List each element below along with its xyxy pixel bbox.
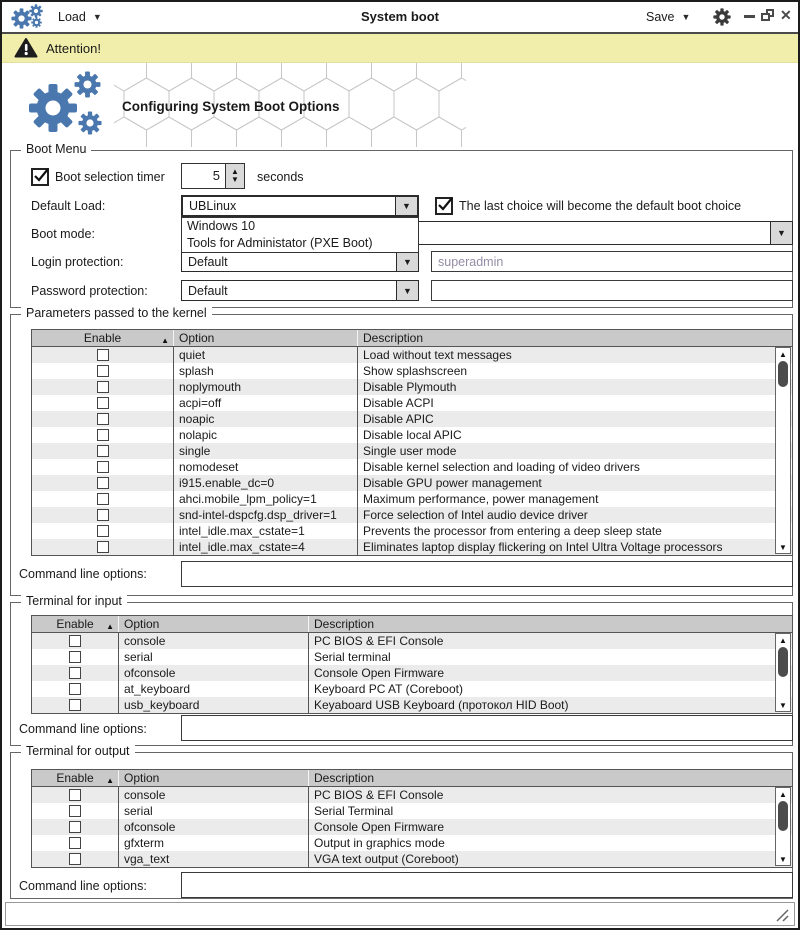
- row-description: Serial terminal: [314, 650, 391, 664]
- scrollbar-thumb[interactable]: [778, 361, 788, 387]
- row-option: serial: [119, 649, 309, 665]
- table-row[interactable]: [32, 819, 792, 835]
- row-description: Disable APIC: [363, 412, 434, 426]
- login-protection-value: Default: [188, 254, 228, 269]
- row-enable-checkbox[interactable]: [97, 493, 109, 505]
- timer-unit-label: seconds: [257, 170, 304, 184]
- row-option: ofconsole: [119, 819, 309, 835]
- spin-up-icon: ▲: [231, 167, 239, 176]
- row-enable-checkbox[interactable]: [69, 853, 81, 865]
- row-option: acpi=off: [174, 395, 358, 411]
- row-enable-checkbox[interactable]: [69, 683, 81, 695]
- chevron-down-icon: ▼: [403, 285, 412, 296]
- boot-timer-label: Boot selection timer: [55, 170, 165, 184]
- row-option: usb_keyboard: [119, 697, 309, 713]
- table-header: [32, 330, 792, 347]
- banner-gears-icon: [26, 71, 112, 137]
- table-row[interactable]: [32, 411, 792, 427]
- login-field[interactable]: [431, 251, 793, 272]
- boot-menu-legend: Boot Menu: [21, 142, 91, 156]
- terminal-output-group: [10, 744, 793, 899]
- login-protection-label: Login protection:: [31, 255, 124, 269]
- terminal-output-cmd-label: Command line options:: [19, 879, 147, 893]
- boot-mode-label: Boot mode:: [31, 227, 95, 241]
- column-header-description[interactable]: Description: [314, 617, 375, 631]
- row-description: Console Open Firmware: [314, 820, 445, 834]
- row-description: Maximum performance, power management: [363, 492, 599, 506]
- column-header-option[interactable]: Option: [119, 616, 309, 632]
- row-enable-checkbox[interactable]: [69, 821, 81, 833]
- table-row[interactable]: [32, 697, 792, 713]
- table-row[interactable]: [32, 347, 792, 363]
- table-body: [32, 347, 792, 555]
- chevron-down-icon: ▼: [681, 12, 691, 22]
- row-option: nomodeset: [174, 459, 358, 475]
- table-row[interactable]: [32, 459, 792, 475]
- row-description: Prevents the processor from entering a deep sleep state: [363, 524, 662, 538]
- header-banner: [2, 63, 798, 147]
- row-option: console: [119, 787, 309, 803]
- chevron-down-icon: ▼: [403, 256, 412, 267]
- terminal-input-legend: Terminal for input: [21, 594, 127, 608]
- combo-arrow-button[interactable]: [396, 252, 418, 271]
- row-description: PC BIOS & EFI Console: [314, 634, 444, 648]
- row-option: splash: [174, 363, 358, 379]
- row-enable-checkbox[interactable]: [97, 381, 109, 393]
- row-option: gfxterm: [119, 835, 309, 851]
- column-header-option[interactable]: Option: [119, 770, 309, 786]
- row-description: PC BIOS & EFI Console: [314, 788, 444, 802]
- row-enable-checkbox[interactable]: [69, 667, 81, 679]
- row-description: Keyboard PC AT (Coreboot): [314, 682, 463, 696]
- row-enable-checkbox[interactable]: [69, 805, 81, 817]
- row-option: serial: [119, 803, 309, 819]
- spin-down-icon: ▼: [231, 175, 239, 184]
- table-row[interactable]: [32, 395, 792, 411]
- scroll-down-icon[interactable]: ▼: [779, 854, 787, 864]
- terminal-output-cmd-input[interactable]: [181, 872, 793, 898]
- table-row[interactable]: [32, 787, 792, 803]
- kernel-cmd-label: Command line options:: [19, 567, 147, 581]
- attention-banner: [2, 34, 798, 63]
- row-description: Console Open Firmware: [314, 666, 445, 680]
- table-body: [32, 633, 792, 713]
- terminal-input-group: [10, 594, 793, 746]
- attention-label: Attention!: [46, 40, 101, 56]
- close-button[interactable]: [780, 2, 792, 28]
- row-enable-checkbox[interactable]: [97, 349, 109, 361]
- terminal-input-cmd-input[interactable]: [181, 715, 793, 741]
- table-row[interactable]: [32, 539, 792, 555]
- terminal-output-legend: Terminal for output: [21, 744, 135, 758]
- scroll-up-icon[interactable]: ▲: [779, 635, 787, 645]
- row-option: noapic: [174, 411, 358, 427]
- row-description: Keyaboard USB Keyboard (протокол HID Boot): [314, 698, 569, 712]
- status-bar: [5, 902, 795, 926]
- timer-value: 5: [212, 168, 220, 183]
- password-protection-combobox[interactable]: [181, 280, 419, 301]
- save-menu-button[interactable]: [646, 2, 690, 32]
- title-bar: [2, 2, 798, 34]
- table-row[interactable]: [32, 523, 792, 539]
- table-row[interactable]: [32, 443, 792, 459]
- kernel-parameters-table: [31, 329, 793, 556]
- row-option: intel_idle.max_cstate=4: [174, 539, 358, 555]
- combo-arrow-button[interactable]: [396, 281, 418, 300]
- table-header: [32, 770, 792, 787]
- combo-arrow-button[interactable]: [395, 197, 417, 215]
- row-option: ahci.mobile_lpm_policy=1: [174, 491, 358, 507]
- row-option: console: [119, 633, 309, 649]
- row-option: at_keyboard: [119, 681, 309, 697]
- column-header-option[interactable]: Option: [174, 330, 358, 346]
- dropdown-option-windows10[interactable]: Windows 10: [187, 219, 256, 233]
- sort-asc-icon: ▲: [106, 622, 114, 631]
- row-enable-checkbox[interactable]: [97, 541, 109, 553]
- row-description: Disable ACPI: [363, 396, 434, 410]
- default-load-dropdown-list: [181, 217, 419, 253]
- table-row[interactable]: [32, 507, 792, 523]
- last-choice-label: The last choice will become the default boot choice: [459, 199, 742, 213]
- login-protection-combobox[interactable]: [181, 251, 419, 272]
- row-description: Show splashscreen: [363, 364, 468, 378]
- default-load-value: UBLinux: [189, 199, 237, 213]
- boot-menu-group: [10, 142, 793, 308]
- table-row[interactable]: [32, 379, 792, 395]
- row-option: quiet: [174, 347, 358, 363]
- table-row[interactable]: [32, 835, 792, 851]
- row-option: snd-intel-dspcfg.dsp_driver=1: [174, 507, 358, 523]
- row-description: Force selection of Intel audio device driver: [363, 508, 588, 522]
- terminal-output-table: [31, 769, 793, 868]
- table-row[interactable]: [32, 665, 792, 681]
- row-option: nolapic: [174, 427, 358, 443]
- scrollbar-thumb[interactable]: [778, 801, 788, 831]
- table-row[interactable]: [32, 681, 792, 697]
- warning-icon: [14, 37, 38, 59]
- minimize-icon: [744, 15, 755, 18]
- combo-arrow-button[interactable]: [770, 222, 792, 244]
- scroll-up-icon[interactable]: ▲: [779, 349, 787, 359]
- row-option: vga_text: [119, 851, 309, 867]
- row-option: single: [174, 443, 358, 459]
- page-title: System boot: [360, 9, 439, 24]
- minimize-button[interactable]: [744, 2, 755, 28]
- vertical-scrollbar[interactable]: [775, 787, 791, 866]
- row-enable-checkbox[interactable]: [97, 397, 109, 409]
- password-field[interactable]: [431, 280, 793, 301]
- table-row[interactable]: [32, 649, 792, 665]
- column-header-enable[interactable]: Enable ▲: [32, 616, 119, 632]
- kernel-parameters-group: [10, 306, 793, 596]
- spinner-buttons[interactable]: [225, 164, 244, 188]
- row-description: Output in graphics mode: [314, 836, 445, 850]
- row-description: Load without text messages: [363, 348, 512, 362]
- last-choice-checkbox[interactable]: [435, 197, 453, 215]
- load-menu-label: Load: [58, 10, 86, 24]
- row-description: Disable GPU power management: [363, 476, 542, 490]
- chevron-down-icon: ▼: [402, 201, 411, 211]
- row-enable-checkbox[interactable]: [97, 413, 109, 425]
- default-load-label: Default Load:: [31, 199, 106, 213]
- timer-spinbox[interactable]: [181, 163, 245, 189]
- column-header-description[interactable]: Description: [314, 771, 375, 785]
- dropdown-option-pxe-tools[interactable]: Tools for Administator (PXE Boot): [187, 236, 373, 250]
- table-row[interactable]: [32, 851, 792, 867]
- terminal-input-cmd-label: Command line options:: [19, 722, 147, 736]
- sort-asc-icon: ▲: [161, 336, 169, 345]
- chevron-down-icon: ▼: [777, 228, 786, 238]
- column-header-enable[interactable]: Enable ▲: [32, 770, 119, 786]
- row-option: intel_idle.max_cstate=1: [174, 523, 358, 539]
- row-description: Disable local APIC: [363, 428, 462, 442]
- sort-asc-icon: ▲: [106, 776, 114, 785]
- banner-title: Configuring System Boot Options: [122, 99, 340, 114]
- row-enable-checkbox[interactable]: [97, 429, 109, 441]
- table-row[interactable]: [32, 475, 792, 491]
- row-option: ofconsole: [119, 665, 309, 681]
- row-option: noplymouth: [174, 379, 358, 395]
- scroll-down-icon[interactable]: ▼: [779, 542, 787, 552]
- row-description: Single user mode: [363, 444, 457, 458]
- save-menu-label: Save: [646, 10, 675, 24]
- kernel-parameters-legend: Parameters passed to the kernel: [21, 306, 212, 320]
- row-enable-checkbox[interactable]: [69, 651, 81, 663]
- settings-gear-button[interactable]: [712, 7, 732, 27]
- column-header-enable[interactable]: Enable ▲: [32, 330, 174, 346]
- table-row[interactable]: [32, 633, 792, 649]
- row-enable-checkbox[interactable]: [97, 525, 109, 537]
- password-protection-label: Password protection:: [31, 284, 148, 298]
- row-description: Serial Terminal: [314, 804, 394, 818]
- row-option: i915.enable_dc=0: [174, 475, 358, 491]
- boot-timer-checkbox[interactable]: [31, 168, 49, 186]
- row-enable-checkbox[interactable]: [69, 635, 81, 647]
- column-header-description[interactable]: Description: [363, 331, 424, 345]
- row-enable-checkbox[interactable]: [97, 509, 109, 521]
- vertical-scrollbar[interactable]: [775, 347, 791, 554]
- default-load-combobox[interactable]: [181, 195, 419, 217]
- row-enable-checkbox[interactable]: [69, 837, 81, 849]
- table-header: [32, 616, 792, 633]
- table-row[interactable]: [32, 491, 792, 507]
- table-row[interactable]: [32, 803, 792, 819]
- scroll-up-icon[interactable]: ▲: [779, 789, 787, 799]
- scroll-down-icon[interactable]: ▼: [779, 700, 787, 710]
- kernel-cmd-input[interactable]: [181, 561, 793, 587]
- row-description: Disable Plymouth: [363, 380, 457, 394]
- maximize-button[interactable]: [761, 2, 774, 28]
- row-enable-checkbox[interactable]: [69, 699, 81, 711]
- row-description: Disable kernel selection and loading of video drivers: [363, 460, 640, 474]
- chevron-down-icon: ▼: [92, 12, 102, 22]
- row-enable-checkbox[interactable]: [97, 445, 109, 457]
- table-body: [32, 787, 792, 867]
- row-description: VGA text output (Coreboot): [314, 852, 459, 866]
- password-protection-value: Default: [188, 283, 228, 298]
- row-enable-checkbox[interactable]: [97, 477, 109, 489]
- row-enable-checkbox[interactable]: [69, 789, 81, 801]
- close-icon: ✕: [780, 7, 792, 23]
- vertical-scrollbar[interactable]: [775, 633, 791, 712]
- row-enable-checkbox[interactable]: [97, 365, 109, 377]
- table-row[interactable]: [32, 427, 792, 443]
- row-enable-checkbox[interactable]: [97, 461, 109, 473]
- resize-grip[interactable]: [774, 907, 790, 923]
- terminal-input-table: [31, 615, 793, 714]
- table-row[interactable]: [32, 363, 792, 379]
- scrollbar-thumb[interactable]: [778, 647, 788, 677]
- maximize-icon: [761, 9, 774, 21]
- row-description: Eliminates laptop display flickering on Intel Ultra Voltage processors: [363, 540, 723, 554]
